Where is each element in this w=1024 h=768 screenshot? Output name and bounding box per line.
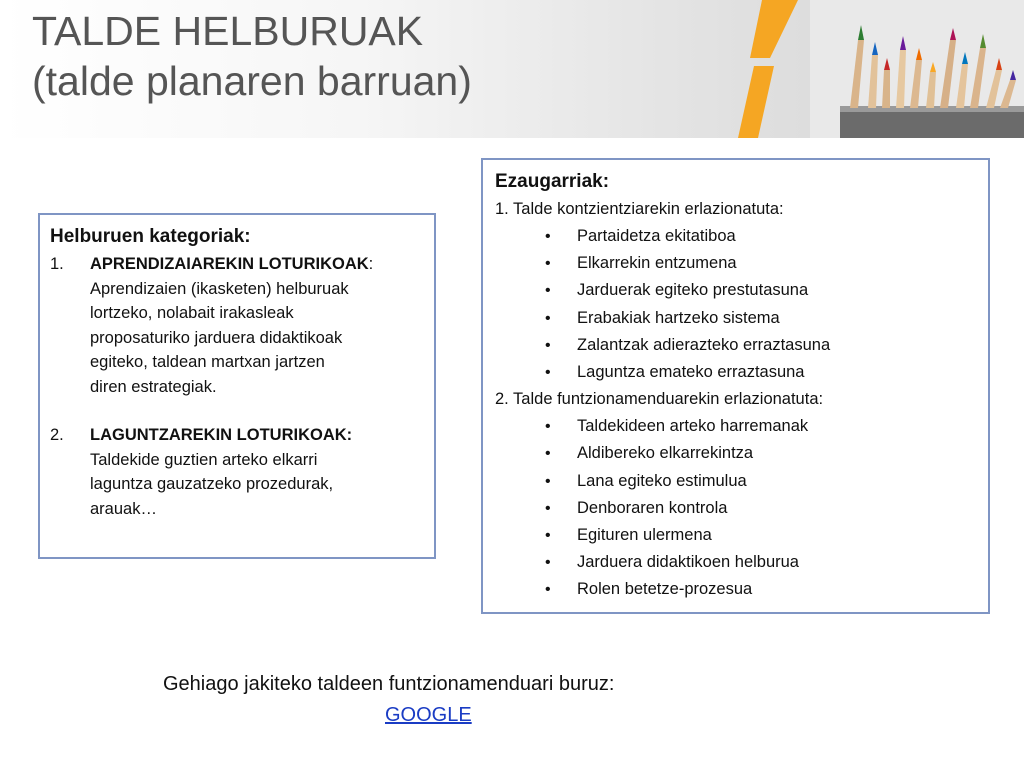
features-box xyxy=(481,158,990,614)
list-item: • Zalantzak adierazteko erraztasuna xyxy=(495,332,976,359)
bullet: • xyxy=(545,527,551,545)
category-number: 1. xyxy=(50,255,64,273)
features-section-2-list xyxy=(495,413,976,603)
category-text-line: laguntza gauzatzeko prozedurak, xyxy=(90,475,334,493)
category-text-line: Taldekide guztien arteko elkarri xyxy=(90,450,318,469)
title-line-1: TALDE HELBURUAK xyxy=(32,8,424,54)
category-label: LAGUNTZAREKIN LOTURIKOAK: xyxy=(90,426,353,444)
list-item: • Aldibereko elkarrekintza xyxy=(495,440,976,467)
category-text-line: lortzeko, nolabait irakasleak xyxy=(90,304,294,322)
bullet: • xyxy=(545,364,551,382)
bullet: • xyxy=(545,228,551,245)
list-item: • Jarduerak egiteko prestutasuna xyxy=(495,277,976,304)
category-text-line: egiteko, taldean martxan jartzen xyxy=(90,353,325,371)
bullet: • xyxy=(545,418,551,436)
list-item: • Taldekideen arteko harremanak xyxy=(495,413,976,440)
list-item: • Partaidetza ekitatiboa xyxy=(495,223,976,250)
slide-title xyxy=(32,6,472,106)
category-item-1 xyxy=(50,252,422,399)
category-text-line: arauak… xyxy=(90,499,157,518)
bullet: • xyxy=(545,472,551,490)
more-info-text: Gehiago jakiteko taldeen funtzionamenduari buruz: xyxy=(163,673,615,695)
bullet: • xyxy=(545,336,551,354)
list-item: • Lana egiteko estimulua xyxy=(495,468,976,495)
bullet: • xyxy=(545,581,551,599)
features-heading: Ezaugarriak: xyxy=(495,171,610,192)
list-item: • Egituren ulermena xyxy=(495,522,976,549)
list-item: • Denboraren kontrola xyxy=(495,495,976,522)
bullet: • xyxy=(545,255,551,273)
features-section-2-title: 2. Talde funtzionamenduarekin erlazionatuta: xyxy=(495,390,824,409)
list-item: • Rolen betetze-prozesua xyxy=(495,576,976,603)
features-section-1-list xyxy=(495,223,976,386)
categories-list xyxy=(50,252,422,521)
bullet: • xyxy=(545,309,551,327)
list-item: • Laguntza emateko erraztasuna xyxy=(495,359,976,386)
title-line-2: (talde planaren barruan) xyxy=(32,58,472,104)
bullet: • xyxy=(545,554,551,572)
google-link[interactable]: GOOGLE xyxy=(385,704,472,726)
category-text-line: diren estrategiak. xyxy=(90,377,217,396)
categories-box xyxy=(38,213,436,559)
features-section-1-title: 1. Talde kontzientziarekin erlazionatuta: xyxy=(495,200,784,218)
category-label: APRENDIZAIAREKIN LOTURIKOAK xyxy=(90,255,369,273)
category-separator: : xyxy=(368,255,374,273)
bullet: • xyxy=(545,282,551,300)
category-item-2 xyxy=(50,423,422,521)
categories-heading: Helburuen kategoriak: xyxy=(50,226,251,247)
bullet: • xyxy=(545,445,551,463)
category-text-line: proposaturiko jarduera didaktikoak xyxy=(90,328,343,347)
category-text-line: Aprendizaien (ikasketen) helburuak xyxy=(90,279,349,298)
list-item: • Erabakiak hartzeko sistema xyxy=(495,305,976,332)
colored-pencils-image xyxy=(810,0,1024,138)
bullet: • xyxy=(545,499,551,517)
slide-header xyxy=(0,0,1024,138)
orange-stripe-decoration xyxy=(720,0,810,138)
list-item: • Jarduera didaktikoen helburua xyxy=(495,549,976,576)
category-number: 2. xyxy=(50,426,64,444)
list-item: • Elkarrekin entzumena xyxy=(495,250,976,277)
